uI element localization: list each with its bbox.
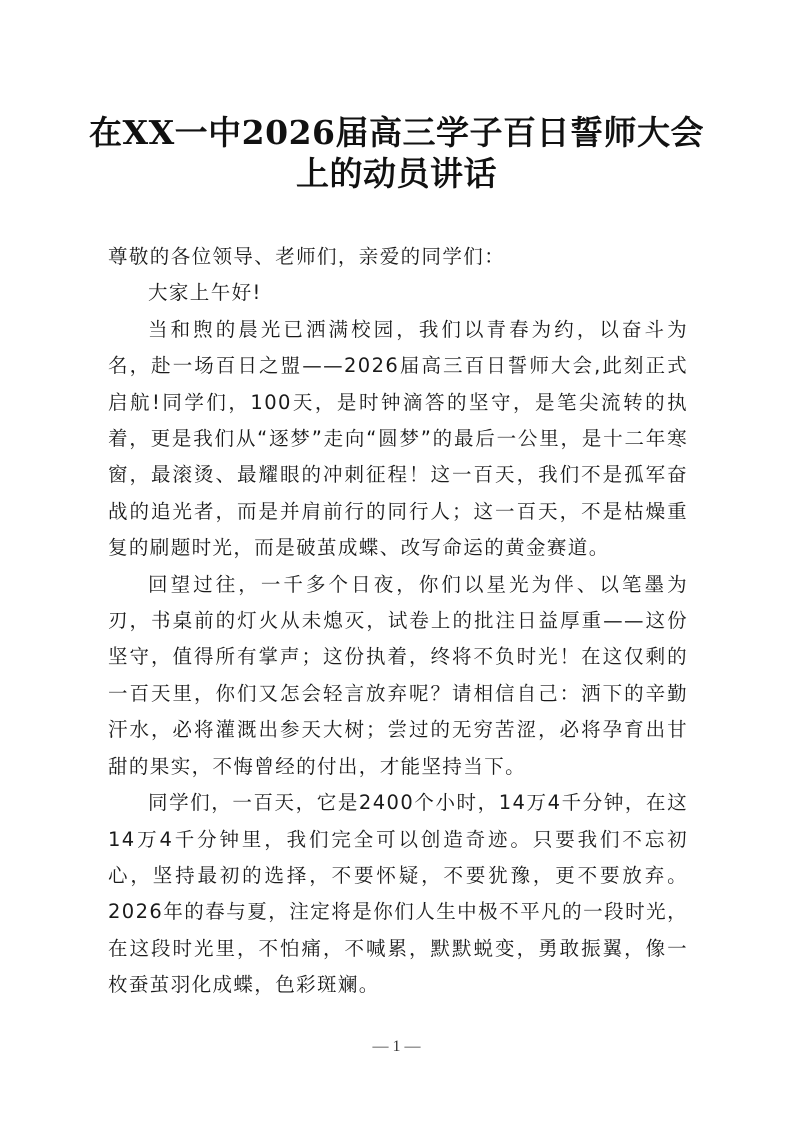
title-line-2: 上的动员讲话 bbox=[296, 154, 497, 193]
document-title bbox=[80, 112, 713, 194]
salutation: 尊敬的各位领导、老师们，亲爱的同学们： bbox=[108, 245, 506, 268]
title-line-1: 在XX一中2026届高三学子百日誓师大会 bbox=[88, 113, 705, 152]
paragraph-2: 回望过往，一千多个日夜，你们以星光为伴、以笔墨为刃，书桌前的灯火从未熄灭，试卷上的批注日益厚重——这份坚守，值得所有掌声；这份执着，终将不负时光！在这仅剩的一百天里，你们又怎会轻言放弃呢？请相信自己：洒下的辛勤汗水，必将灌溉出参天大树；尝过的无穷苦涩，必将孕育出甘甜的果实，不悔曾经的付出，才能坚持当下。 bbox=[108, 572, 688, 778]
paragraph-3: 同学们，一百天，它是2400个小时，14万4千分钟，在这14万4千分钟里，我们完全可以创造奇迹。只要我们不忘初心，坚持最初的选择，不要怀疑，不要犹豫，更不要放弃。2026年的春与夏，注定将是你们人生中极不平凡的一段时光，在这段时光里，不怕痛，不喊累，默默蜕变，勇敢振翼，像一枚蚕茧羽化成蝶，色彩斑斓。 bbox=[108, 791, 688, 997]
paragraph-1: 当和煦的晨光已洒满校园，我们以青春为约，以奋斗为名，赴一场百日之盟——2026届高三百日誓师大会,此刻正式启航!同学们，100天，是时钟滴答的坚守，是笔尖流转的执着，更是我们从“逐梦”走向“圆梦”的最后一公里，是十二年寒窗，最滚烫、最耀眼的冲刺征程！这一百天，我们不是孤军奋战的追光者，而是并肩前行的同行人；这一百天，不是枯燥重复的刷题时光，而是破茧成蝶、改写命运的黄金赛道。 bbox=[108, 317, 688, 560]
document-body bbox=[108, 239, 688, 1004]
paragraph-greeting: 大家上午好! bbox=[148, 281, 262, 305]
page-number: — 1 — bbox=[372, 1038, 421, 1055]
